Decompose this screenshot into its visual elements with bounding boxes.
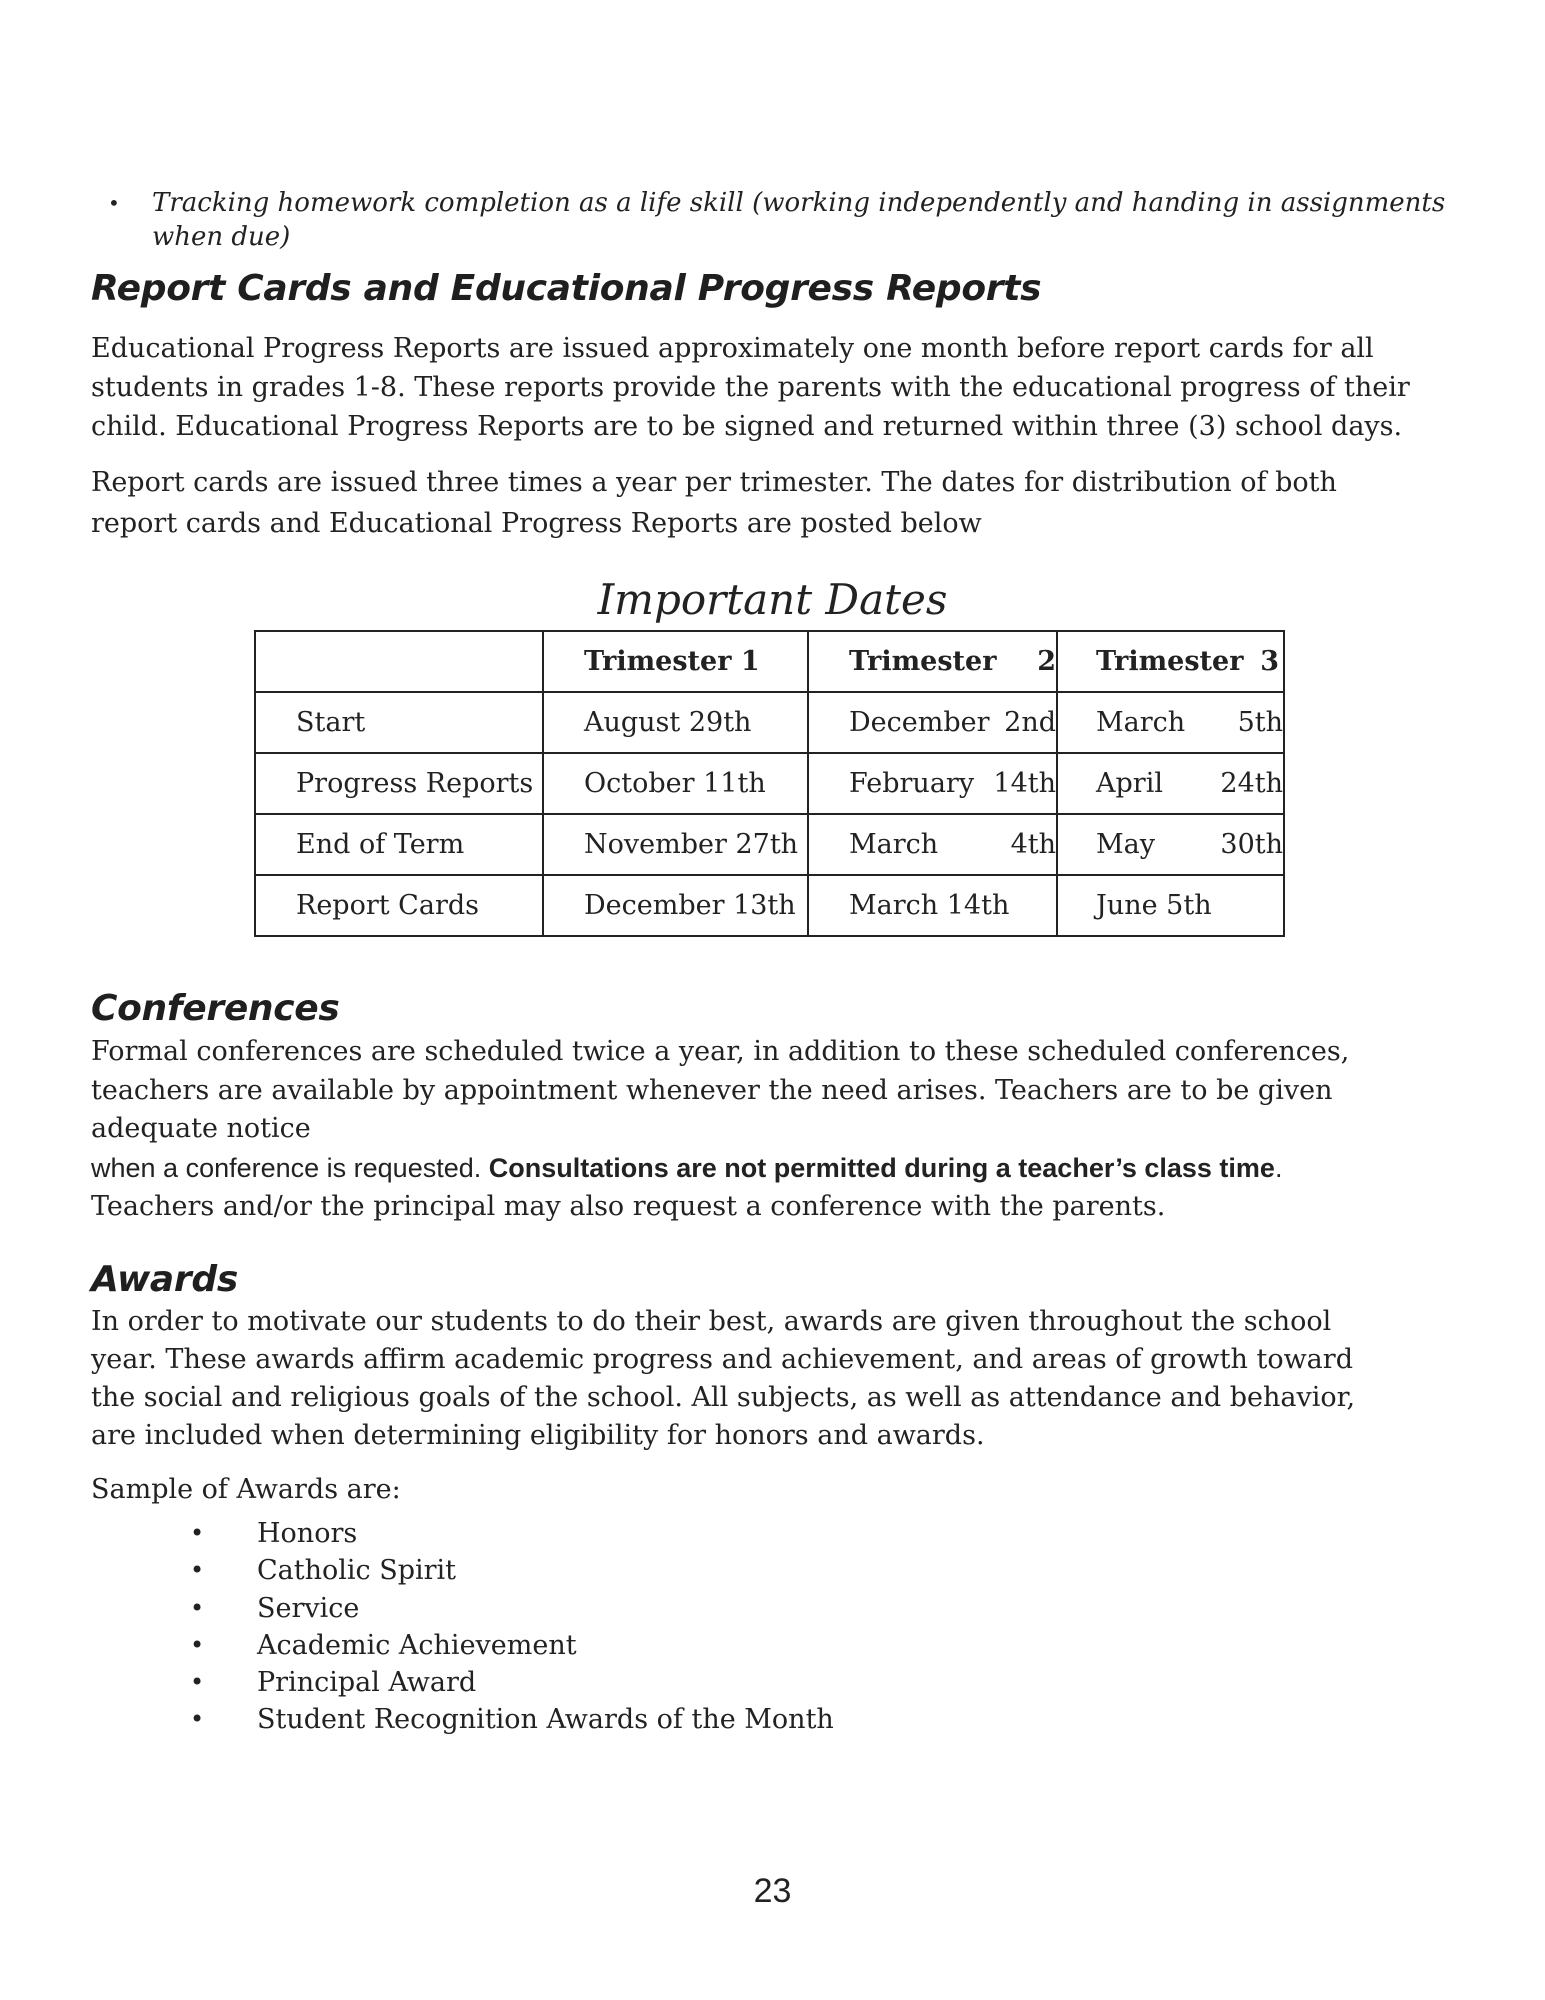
conferences-heading: Conferences <box>91 988 340 1029</box>
conferences-line-1: Formal conferences are scheduled twice a year, in addition to these scheduled conferences, teachers are available by appointment whenever the need arises. Teachers are to be given adequate notice <box>91 1036 1350 1144</box>
table-row <box>255 753 1284 814</box>
table-header-row <box>255 631 1284 692</box>
table-row <box>255 814 1284 875</box>
header-blank-cell <box>255 631 543 692</box>
bullet-dot: • <box>108 191 120 215</box>
table-row <box>255 875 1284 936</box>
list-item: • Service <box>190 1590 834 1627</box>
conferences-line-2-end: . <box>1274 1152 1283 1183</box>
trimester-3-cell: March 5th <box>1057 692 1284 753</box>
trimester-3-cell: May 30th <box>1057 814 1284 875</box>
awards-heading: Awards <box>91 1259 238 1300</box>
trimester-1-cell: November 27th <box>543 814 808 875</box>
row-label: Report Cards <box>255 875 543 936</box>
report-cards-para-2: Report cards are issued three times a year per trimester. The dates for distribution of both report cards and Educational Progress Reports are posted below <box>91 467 1337 539</box>
important-dates-table <box>254 630 1285 937</box>
conferences-line-3: Teachers and/or the principal may also request a conference with the parents. <box>91 1191 1166 1222</box>
awards-sample-label: Sample of Awards are: <box>91 1474 401 1505</box>
homework-bullet-text: Tracking homework completion as a life skill (working independently and handing in assignments when due) <box>152 188 1446 252</box>
table-row <box>255 692 1284 753</box>
conferences-para <box>91 1033 1451 1227</box>
homework-bullet <box>108 186 1448 254</box>
bullet-dot: • <box>190 1593 205 1622</box>
trimester-2-cell: February 14th <box>808 753 1057 814</box>
bullet-dot: • <box>190 1630 205 1659</box>
trimester-2-cell: December 2nd <box>808 692 1057 753</box>
trimester-3-cell: June 5th <box>1057 875 1284 936</box>
trimester-3-cell: April 24th <box>1057 753 1284 814</box>
page-number: 23 <box>753 1872 792 1910</box>
conferences-bold-note: Consultations are not permitted during a teacher’s class time <box>488 1152 1275 1183</box>
list-item: • Principal Award <box>190 1664 834 1701</box>
awards-list <box>190 1515 834 1739</box>
conferences-line-2-start: when a conference is requested. <box>91 1152 489 1183</box>
trimester-1-cell: August 29th <box>543 692 808 753</box>
trimester-2-cell: March 4th <box>808 814 1057 875</box>
header-trimester-3: Trimester 3 <box>1057 631 1284 692</box>
trimester-1-cell: October 11th <box>543 753 808 814</box>
header-trimester-2: Trimester 2 <box>808 631 1057 692</box>
list-item: • Catholic Spirit <box>190 1552 834 1589</box>
important-dates-title: Important Dates <box>597 575 948 624</box>
report-cards-para-1: Educational Progress Reports are issued approximately one month before report cards for all students in grades 1-8. These reports provide the parents with the educational progress of their child. Educational Progress Reports are to be signed and returned within three (3) school days. <box>91 333 1410 442</box>
list-item: • Student Recognition Awards of the Month <box>190 1701 834 1738</box>
row-label: Start <box>255 692 543 753</box>
list-item: • Honors <box>190 1515 834 1552</box>
awards-para: In order to motivate our students to do their best, awards are given throughout the school year. These awards affirm academic progress and achievement, and areas of growth toward the social and religious goals of the school. All subjects, as well as attendance and behavior, are included when determining eligibility for honors and awards. <box>91 1306 1356 1451</box>
bullet-dot: • <box>190 1705 205 1734</box>
header-trimester-1: Trimester 1 <box>543 631 808 692</box>
list-item: • Academic Achievement <box>190 1627 834 1664</box>
bullet-dot: • <box>190 1668 205 1697</box>
bullet-dot: • <box>190 1519 205 1547</box>
row-label: Progress Reports <box>255 753 543 814</box>
trimester-2-cell: March 14th <box>808 875 1057 936</box>
row-label: End of Term <box>255 814 543 875</box>
report-cards-heading: Report Cards and Educational Progress Reports <box>91 268 1042 309</box>
bullet-dot: • <box>190 1556 205 1585</box>
trimester-1-cell: December 13th <box>543 875 808 936</box>
